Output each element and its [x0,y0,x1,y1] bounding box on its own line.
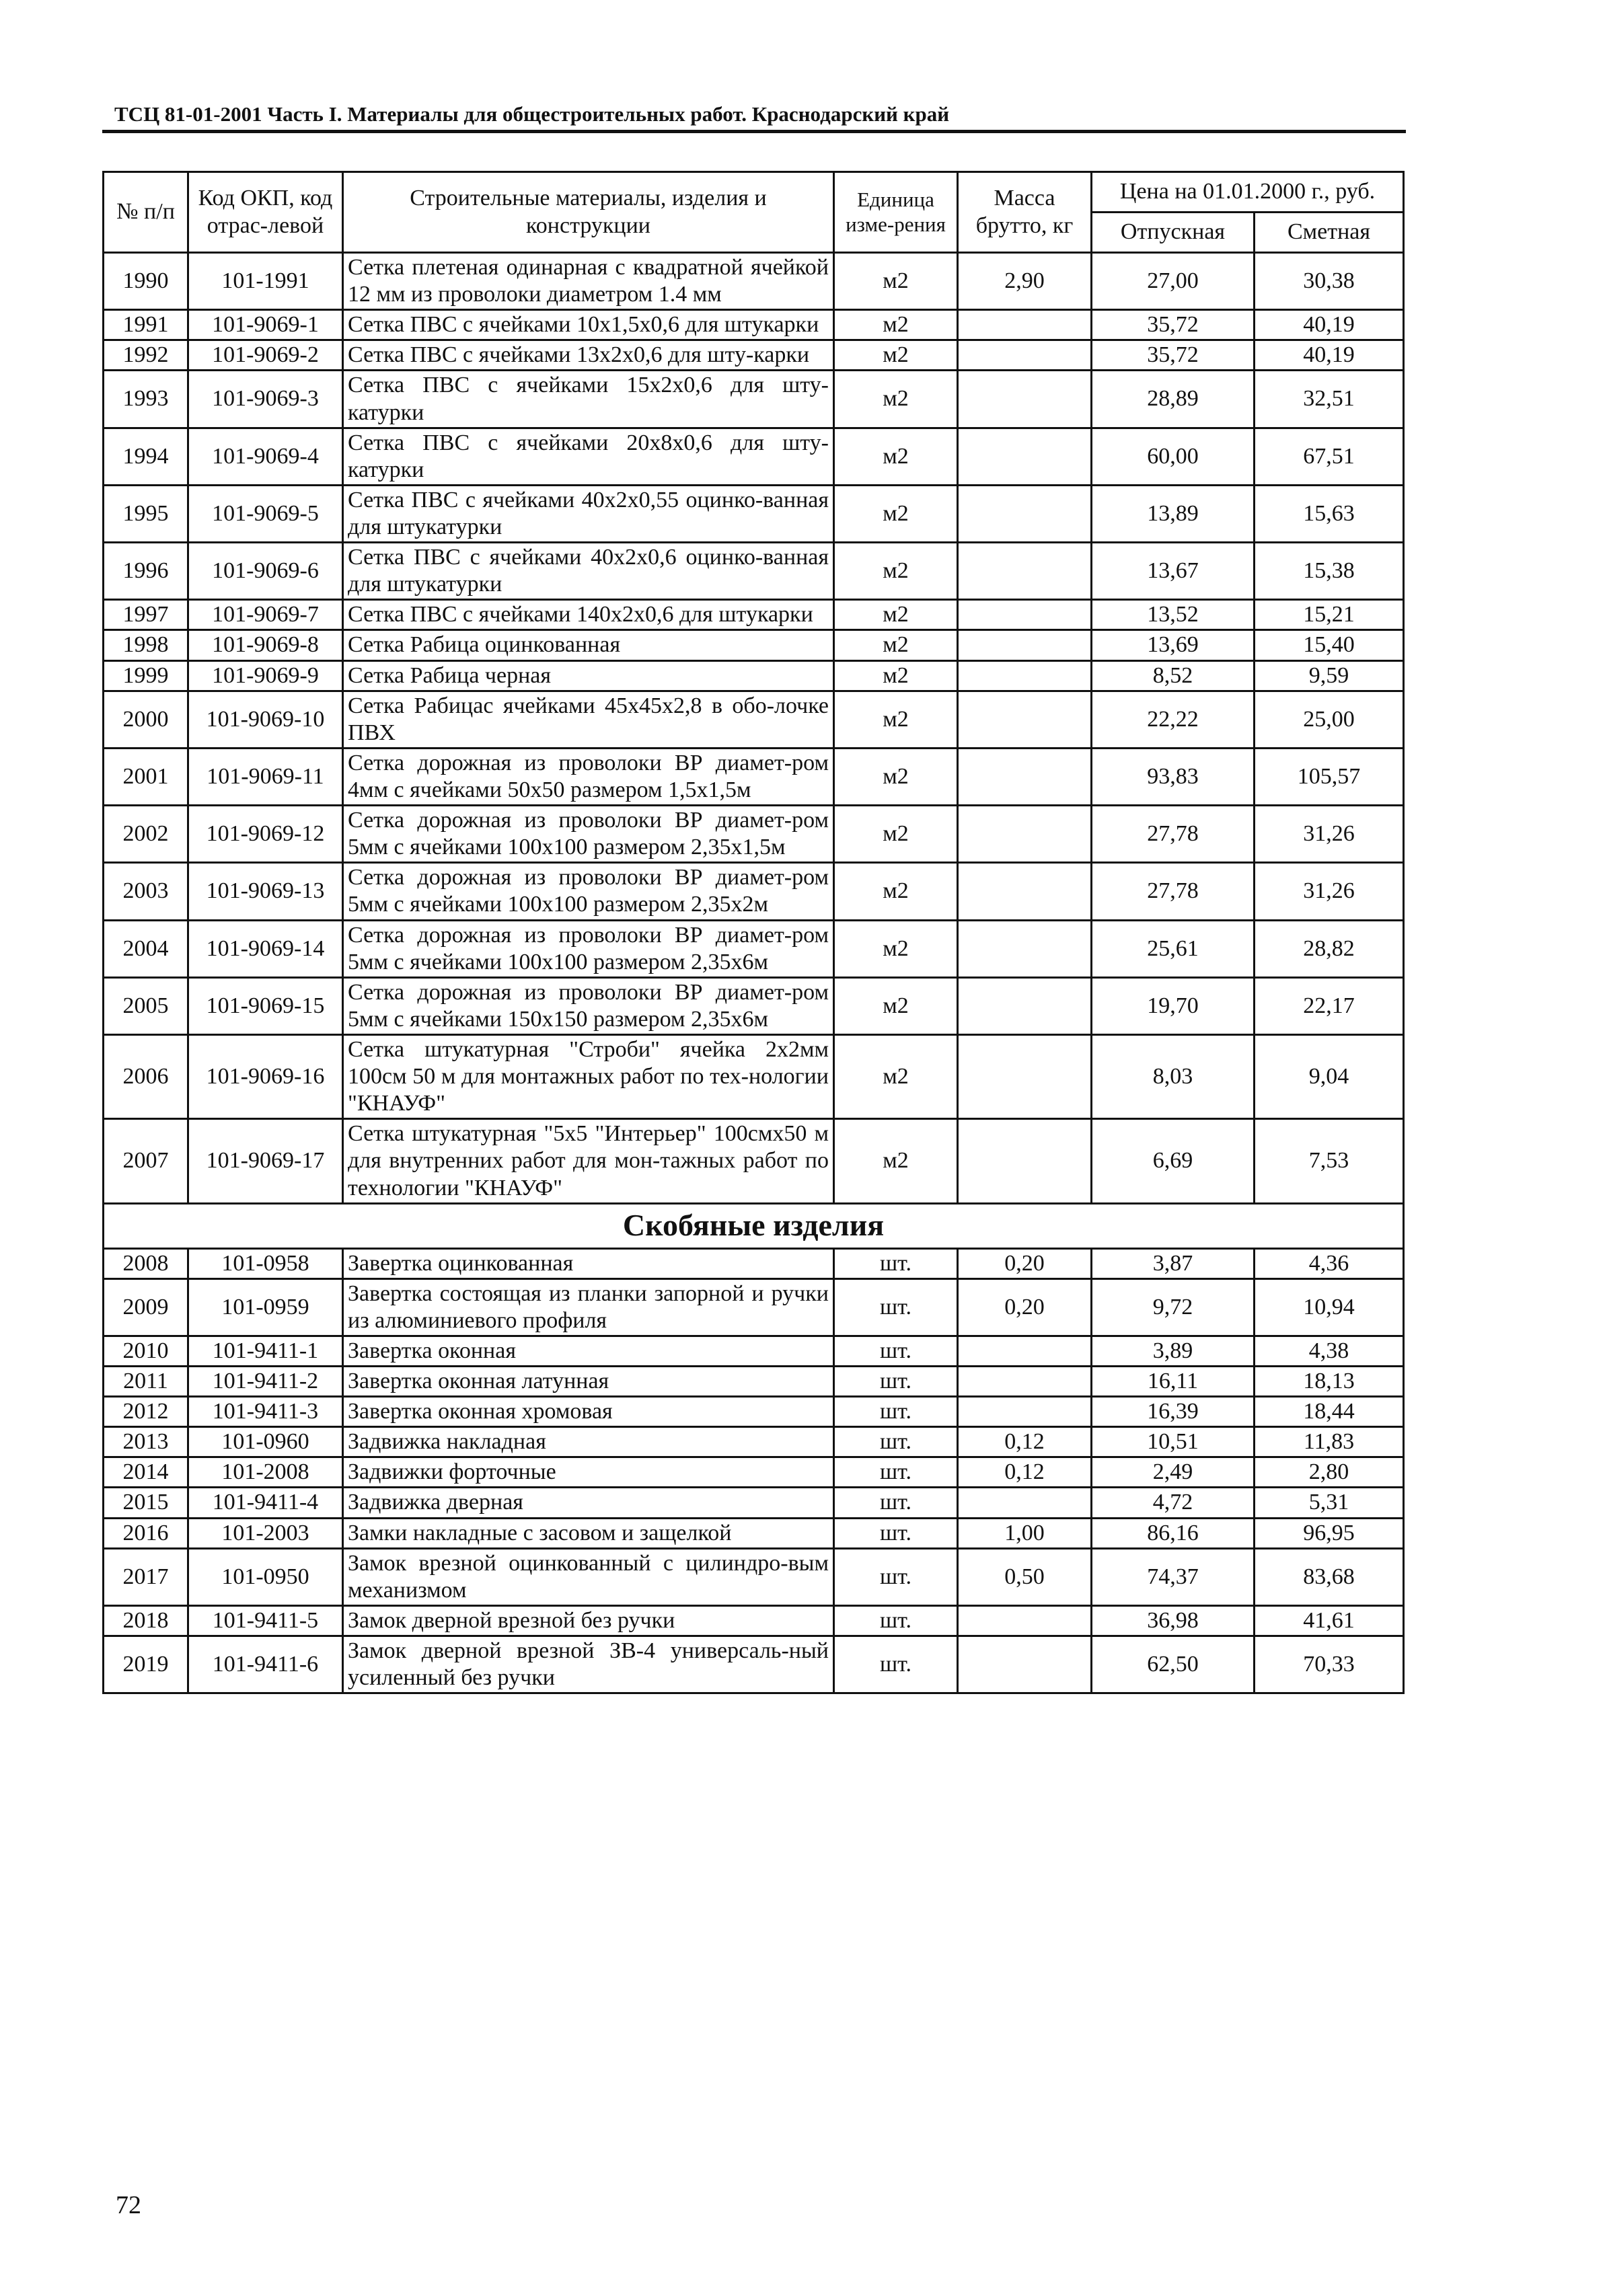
cell-unit: шт. [834,1488,958,1518]
cell-unit: м2 [834,1119,958,1203]
cell-no: 2000 [104,691,188,748]
cell-release-price: 74,37 [1092,1548,1255,1605]
cell-no: 1992 [104,340,188,371]
cell-no: 1999 [104,660,188,691]
cell-code: 101-9069-14 [188,920,343,977]
cell-release-price: 60,00 [1092,428,1255,485]
cell-unit: м2 [834,977,958,1034]
cell-unit: м2 [834,1034,958,1118]
cell-mass [958,1636,1092,1693]
cell-no: 1991 [104,310,188,340]
cell-no: 2007 [104,1119,188,1203]
cell-code: 101-9069-4 [188,428,343,485]
table-row [104,1548,1404,1605]
table-row [104,1518,1404,1548]
cell-no: 2005 [104,977,188,1034]
cell-release-price: 8,03 [1092,1034,1255,1118]
cell-unit: шт. [834,1397,958,1427]
cell-release-price: 28,89 [1092,371,1255,428]
cell-no: 2019 [104,1636,188,1693]
cell-code: 101-9411-4 [188,1488,343,1518]
cell-no: 2011 [104,1367,188,1397]
cell-no: 2015 [104,1488,188,1518]
table-row [104,1367,1404,1397]
cell-release-price: 16,39 [1092,1397,1255,1427]
page-header-title: ТСЦ 81-01-2001 Часть I. Материалы для общестроительных работ. Краснодарский край [114,102,950,126]
cell-name: Сетка дорожная из проволоки ВР диамет-ром 5мм с ячейками 100х100 размером 2,35х2м [343,863,834,920]
cell-name: Сетка Рабица оцинкованная [343,630,834,660]
table-row [104,863,1404,920]
cell-estimate-price: 15,40 [1255,630,1404,660]
cell-unit: м2 [834,543,958,600]
cell-release-price: 36,98 [1092,1605,1255,1636]
cell-release-price: 10,51 [1092,1427,1255,1457]
cell-mass [958,1119,1092,1203]
header-rule [102,130,1406,133]
cell-mass [958,1367,1092,1397]
cell-release-price: 22,22 [1092,691,1255,748]
cell-unit: шт. [834,1367,958,1397]
cell-release-price: 8,52 [1092,660,1255,691]
col-header-code: Код ОКП, код отрас-левой [188,172,343,253]
section-title: Скобяные изделия [104,1203,1404,1248]
cell-unit: м2 [834,253,958,310]
cell-estimate-price: 30,38 [1255,253,1404,310]
cell-name: Задвижки форточные [343,1457,834,1488]
cell-release-price: 62,50 [1092,1636,1255,1693]
cell-estimate-price: 96,95 [1255,1518,1404,1548]
cell-code: 101-0958 [188,1248,343,1278]
cell-estimate-price: 40,19 [1255,310,1404,340]
cell-no: 2008 [104,1248,188,1278]
cell-unit: м2 [834,371,958,428]
cell-estimate-price: 25,00 [1255,691,1404,748]
cell-unit: м2 [834,630,958,660]
cell-unit: м2 [834,660,958,691]
col-header-no: № п/п [104,172,188,253]
cell-mass [958,371,1092,428]
table-row [104,1119,1404,1203]
cell-name: Замок дверной врезной ЗВ-4 универсаль-ный усиленный без ручки [343,1636,834,1693]
col-header-mass: Масса брутто, кг [958,172,1092,253]
cell-estimate-price: 7,53 [1255,1119,1404,1203]
cell-release-price: 13,67 [1092,543,1255,600]
cell-code: 101-9069-17 [188,1119,343,1203]
cell-estimate-price: 31,26 [1255,806,1404,863]
cell-name: Задвижка дверная [343,1488,834,1518]
table-row [104,1248,1404,1278]
cell-name: Сетка ПВС с ячейками 13х2х0,6 для шту-карки [343,340,834,371]
cell-code: 101-2003 [188,1518,343,1548]
cell-no: 2014 [104,1457,188,1488]
cell-code: 101-9069-10 [188,691,343,748]
table-row [104,485,1404,542]
col-header-price-group: Цена на 01.01.2000 г., руб. [1092,172,1404,213]
cell-estimate-price: 15,38 [1255,543,1404,600]
cell-release-price: 9,72 [1092,1278,1255,1336]
section-row-group [104,1203,1404,1248]
cell-unit: шт. [834,1457,958,1488]
cell-unit: м2 [834,691,958,748]
cell-name: Сетка ПВС с ячейками 140х2х0,6 для штукарки [343,600,834,630]
cell-code: 101-9411-5 [188,1605,343,1636]
cell-name: Сетка ПВС с ячейками 15х2х0,6 для шту-катурки [343,371,834,428]
cell-mass [958,748,1092,805]
table-row [104,1397,1404,1427]
cell-code: 101-9069-16 [188,1034,343,1118]
cell-release-price: 13,52 [1092,600,1255,630]
col-header-release-price: Отпускная [1092,213,1255,253]
cell-release-price: 86,16 [1092,1518,1255,1548]
cell-estimate-price: 15,21 [1255,600,1404,630]
cell-code: 101-9069-3 [188,371,343,428]
cell-no: 1995 [104,485,188,542]
cell-estimate-price: 9,04 [1255,1034,1404,1118]
cell-mass [958,630,1092,660]
cell-name: Сетка плетеная одинарная с квадратной ячейкой 12 мм из проволоки диаметром 1.4 мм [343,253,834,310]
cell-code: 101-0950 [188,1548,343,1605]
cell-unit: шт. [834,1518,958,1548]
cell-name: Сетка штукатурная "Строби" ячейка 2х2мм 100см 50 м для монтажных работ по тех-нологии "КНАУФ" [343,1034,834,1118]
cell-no: 2018 [104,1605,188,1636]
table-row [104,1336,1404,1366]
cell-name: Сетка ПВС с ячейками 40х2х0,6 оцинко-ванная для штукатурки [343,543,834,600]
cell-name: Завертка оконная латунная [343,1367,834,1397]
table-row [104,1427,1404,1457]
table-body-nets [104,253,1404,1204]
cell-no: 1996 [104,543,188,600]
table-row [104,371,1404,428]
cell-name: Замок врезной оцинкованный с цилиндро-вым механизмом [343,1548,834,1605]
cell-estimate-price: 5,31 [1255,1488,1404,1518]
cell-mass [958,485,1092,542]
col-header-name: Строительные материалы, изделия и конструкции [343,172,834,253]
cell-mass [958,600,1092,630]
cell-no: 1998 [104,630,188,660]
cell-estimate-price: 105,57 [1255,748,1404,805]
cell-release-price: 35,72 [1092,310,1255,340]
cell-estimate-price: 2,80 [1255,1457,1404,1488]
table-row [104,600,1404,630]
cell-mass [958,806,1092,863]
cell-release-price: 4,72 [1092,1488,1255,1518]
col-header-unit: Единица изме-рения [834,172,958,253]
cell-mass: 0,50 [958,1548,1092,1605]
cell-estimate-price: 32,51 [1255,371,1404,428]
cell-unit: м2 [834,806,958,863]
cell-unit: м2 [834,748,958,805]
cell-estimate-price: 4,38 [1255,1336,1404,1366]
cell-release-price: 3,87 [1092,1248,1255,1278]
table-row [104,920,1404,977]
page-number: 72 [116,2191,141,2219]
cell-code: 101-2008 [188,1457,343,1488]
cell-unit: шт. [834,1427,958,1457]
cell-release-price: 19,70 [1092,977,1255,1034]
cell-code: 101-9069-13 [188,863,343,920]
cell-name: Сетка Рабицас ячейками 45х45х2,8 в обо-лочке ПВХ [343,691,834,748]
materials-price-table [102,171,1405,1694]
cell-code: 101-0959 [188,1278,343,1336]
col-header-estimate-price: Сметная [1255,213,1404,253]
cell-estimate-price: 15,63 [1255,485,1404,542]
cell-name: Завертка оконная хромовая [343,1397,834,1427]
table-row [104,1605,1404,1636]
cell-release-price: 25,61 [1092,920,1255,977]
cell-estimate-price: 28,82 [1255,920,1404,977]
cell-mass [958,310,1092,340]
cell-no: 2017 [104,1548,188,1605]
table-body-hardware [104,1248,1404,1693]
cell-unit: м2 [834,340,958,371]
cell-code: 101-9069-8 [188,630,343,660]
cell-mass [958,863,1092,920]
cell-estimate-price: 4,36 [1255,1248,1404,1278]
cell-mass [958,977,1092,1034]
table-row [104,253,1404,310]
cell-release-price: 27,78 [1092,863,1255,920]
cell-release-price: 27,00 [1092,253,1255,310]
cell-name: Замок дверной врезной без ручки [343,1605,834,1636]
cell-mass: 0,20 [958,1248,1092,1278]
cell-name: Сетка дорожная из проволоки ВР диамет-ром 5мм с ячейками 150х150 размером 2,35х6м [343,977,834,1034]
table-row [104,1034,1404,1118]
cell-mass [958,1488,1092,1518]
cell-release-price: 93,83 [1092,748,1255,805]
cell-release-price: 13,69 [1092,630,1255,660]
cell-unit: м2 [834,863,958,920]
cell-mass [958,691,1092,748]
cell-name: Сетка ПВС с ячейками 40х2х0,55 оцинко-ванная для штукатурки [343,485,834,542]
cell-unit: шт. [834,1278,958,1336]
cell-estimate-price: 18,13 [1255,1367,1404,1397]
cell-name: Замки накладные с засовом и защелкой [343,1518,834,1548]
cell-no: 1993 [104,371,188,428]
cell-mass: 1,00 [958,1518,1092,1548]
cell-release-price: 6,69 [1092,1119,1255,1203]
cell-no: 2010 [104,1336,188,1366]
cell-mass [958,428,1092,485]
cell-mass: 0,12 [958,1457,1092,1488]
cell-mass [958,1397,1092,1427]
cell-no: 2001 [104,748,188,805]
cell-estimate-price: 67,51 [1255,428,1404,485]
cell-no: 1997 [104,600,188,630]
table-row [104,1636,1404,1693]
cell-unit: шт. [834,1336,958,1366]
cell-release-price: 16,11 [1092,1367,1255,1397]
cell-mass [958,1605,1092,1636]
table-row [104,1278,1404,1336]
cell-no: 2016 [104,1518,188,1548]
table-row [104,691,1404,748]
cell-code: 101-9069-9 [188,660,343,691]
table-row [104,310,1404,340]
cell-unit: м2 [834,310,958,340]
cell-code: 101-9069-12 [188,806,343,863]
cell-unit: шт. [834,1605,958,1636]
cell-mass: 0,20 [958,1278,1092,1336]
cell-name: Сетка ПВС с ячейками 10х1,5х0,6 для штукарки [343,310,834,340]
cell-no: 2009 [104,1278,188,1336]
cell-release-price: 13,89 [1092,485,1255,542]
cell-estimate-price: 41,61 [1255,1605,1404,1636]
cell-name: Задвижка накладная [343,1427,834,1457]
table-row [104,630,1404,660]
cell-code: 101-1991 [188,253,343,310]
cell-code: 101-9069-7 [188,600,343,630]
cell-no: 2012 [104,1397,188,1427]
cell-mass [958,543,1092,600]
cell-no: 1994 [104,428,188,485]
table-row [104,660,1404,691]
cell-code: 101-9411-2 [188,1367,343,1397]
cell-mass [958,660,1092,691]
cell-code: 101-9411-1 [188,1336,343,1366]
cell-estimate-price: 18,44 [1255,1397,1404,1427]
cell-code: 101-9411-3 [188,1397,343,1427]
cell-code: 101-9411-6 [188,1636,343,1693]
cell-mass [958,920,1092,977]
cell-estimate-price: 70,33 [1255,1636,1404,1693]
cell-name: Сетка дорожная из проволоки ВР диамет-ром 4мм с ячейками 50х50 размером 1,5х1,5м [343,748,834,805]
cell-estimate-price: 22,17 [1255,977,1404,1034]
cell-name: Сетка штукатурная "5х5 "Интерьер" 100смх50 м для внутренних работ для мон-тажных работ по технологии "КНАУФ" [343,1119,834,1203]
cell-no: 1990 [104,253,188,310]
cell-code: 101-0960 [188,1427,343,1457]
cell-estimate-price: 11,83 [1255,1427,1404,1457]
table-row [104,977,1404,1034]
cell-release-price: 2,49 [1092,1457,1255,1488]
cell-name: Сетка дорожная из проволоки ВР диамет-ром 5мм с ячейками 100х100 размером 2,35х1,5м [343,806,834,863]
cell-name: Завертка оконная [343,1336,834,1366]
cell-estimate-price: 9,59 [1255,660,1404,691]
cell-mass [958,1336,1092,1366]
cell-code: 101-9069-11 [188,748,343,805]
cell-release-price: 27,78 [1092,806,1255,863]
cell-code: 101-9069-1 [188,310,343,340]
cell-code: 101-9069-2 [188,340,343,371]
cell-release-price: 35,72 [1092,340,1255,371]
cell-estimate-price: 10,94 [1255,1278,1404,1336]
cell-no: 2006 [104,1034,188,1118]
cell-code: 101-9069-6 [188,543,343,600]
cell-no: 2004 [104,920,188,977]
cell-name: Сетка Рабица черная [343,660,834,691]
cell-code: 101-9069-5 [188,485,343,542]
table-row [104,806,1404,863]
cell-no: 2002 [104,806,188,863]
table-row [104,1457,1404,1488]
cell-code: 101-9069-15 [188,977,343,1034]
cell-unit: м2 [834,428,958,485]
cell-unit: м2 [834,600,958,630]
cell-unit: шт. [834,1636,958,1693]
cell-estimate-price: 83,68 [1255,1548,1404,1605]
cell-release-price: 3,89 [1092,1336,1255,1366]
cell-mass [958,1034,1092,1118]
cell-no: 2013 [104,1427,188,1457]
cell-mass: 2,90 [958,253,1092,310]
cell-estimate-price: 31,26 [1255,863,1404,920]
cell-mass: 0,12 [958,1427,1092,1457]
cell-name: Завертка состоящая из планки запорной и ручки из алюминиевого профиля [343,1278,834,1336]
cell-unit: шт. [834,1248,958,1278]
table-row [104,428,1404,485]
table-row [104,748,1404,805]
cell-name: Завертка оцинкованная [343,1248,834,1278]
table-row [104,1488,1404,1518]
cell-unit: м2 [834,920,958,977]
table-head [104,172,1404,253]
cell-estimate-price: 40,19 [1255,340,1404,371]
cell-mass [958,340,1092,371]
cell-name: Сетка ПВС с ячейками 20х8х0,6 для шту-катурки [343,428,834,485]
cell-no: 2003 [104,863,188,920]
cell-unit: шт. [834,1548,958,1605]
table-row [104,340,1404,371]
cell-unit: м2 [834,485,958,542]
table-row [104,543,1404,600]
cell-name: Сетка дорожная из проволоки ВР диамет-ром 5мм с ячейками 100х100 размером 2,35х6м [343,920,834,977]
